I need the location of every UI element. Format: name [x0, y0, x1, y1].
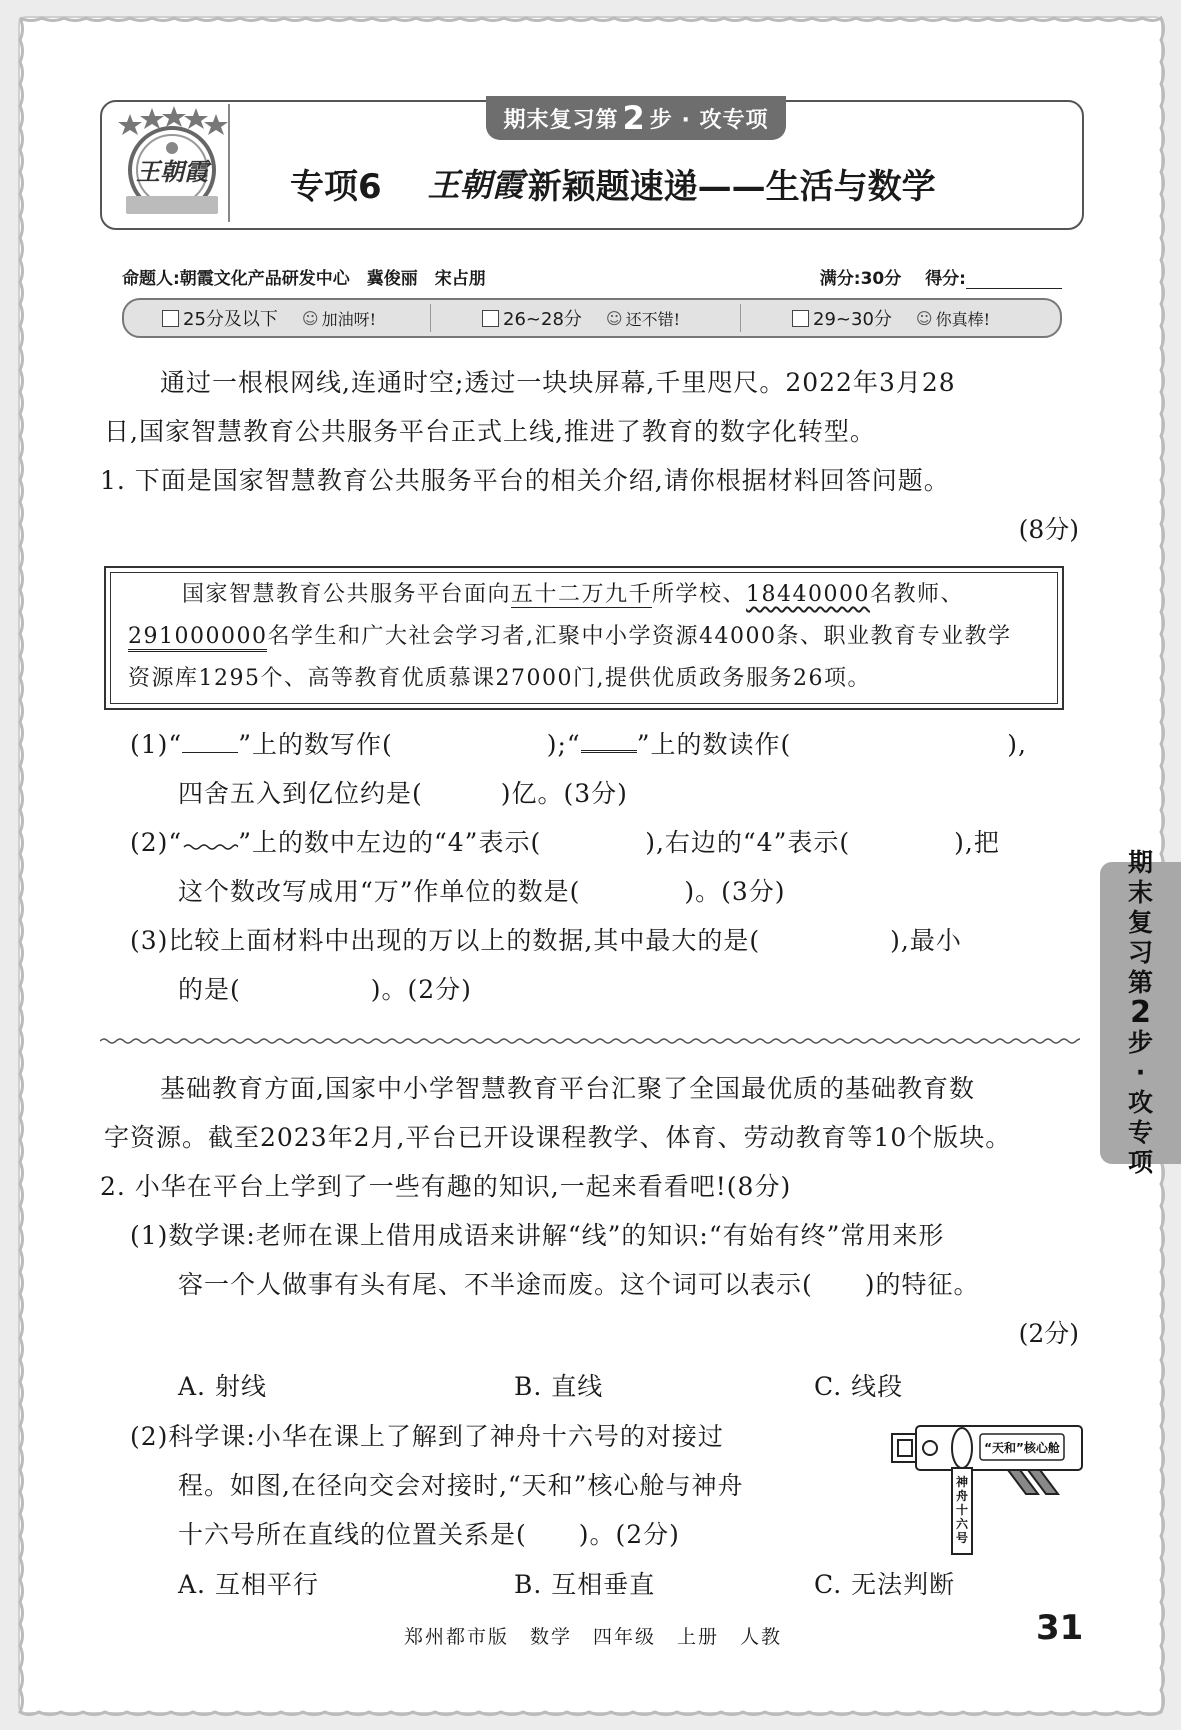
rating-range: 29~30分: [813, 309, 892, 330]
header-tab-step: 2: [622, 99, 646, 137]
intro2-line2: 字资源。截至2023年2月,平台已开设课程教学、体育、劳动教育等10个版块。: [104, 1123, 1012, 1152]
side-tab-char: 攻: [1127, 1088, 1153, 1117]
material-text: 国家智慧教育公共服务平台面向: [182, 582, 512, 607]
material-line2: [128, 616, 1011, 658]
rating-range: 25分及以下: [183, 309, 278, 330]
side-tab-char: 期: [1127, 848, 1153, 877]
wavy-underline-sample: [182, 825, 238, 851]
side-tab-char: 复: [1127, 908, 1153, 937]
logo-text: 王朝霞: [136, 157, 208, 186]
q1-sub1-text: (1)“: [130, 730, 183, 759]
q2-sub1-line2: 容一个人做事有头有尾、不半途而废。这个词可以表示( )的特征。: [178, 1270, 980, 1299]
rating-checkbox[interactable]: [482, 310, 499, 327]
intro1-line2: 日,国家智慧教育公共服务平台正式上线,推进了教育的数字化转型。: [104, 417, 876, 446]
title-number: 专项6: [290, 166, 382, 207]
q1-sub1-text: ”上的数读作(: [636, 730, 792, 759]
rating-item: [792, 305, 990, 331]
material-text: 所学校、: [652, 582, 747, 607]
smile-face-icon: ☺: [605, 308, 623, 328]
q1-sub1-line2: 四舍五入到亿位约是( )亿。(3分): [178, 779, 628, 808]
score-blank[interactable]: [966, 270, 1062, 289]
material-text: 名学生和广大社会学习者,汇聚中小学资源44000条、职业教育专业教学: [267, 624, 1012, 649]
q1-sub2-text: (2)“: [130, 828, 183, 857]
q1-sub2-line1: [130, 818, 1000, 867]
q2-sub2-option-c[interactable]: C. 无法判断: [814, 1570, 956, 1599]
q2-sub1-option-b[interactable]: B. 直线: [514, 1372, 604, 1401]
rating-message: 你真棒!: [935, 309, 991, 329]
q1-stem: 1. 下面是国家智慧教育公共服务平台的相关介绍,请你根据材料回答问题。: [100, 466, 950, 495]
q1-sub3-line2: 的是( )。(2分): [178, 975, 472, 1004]
q2-sub2-option-b[interactable]: B. 互相垂直: [514, 1570, 656, 1599]
rating-checkbox[interactable]: [162, 310, 179, 327]
smile-face-icon: ☺: [301, 308, 319, 328]
side-tab-char: ·: [1135, 1058, 1146, 1087]
rating-message: 加油呀!: [321, 309, 377, 329]
material-underlined-wavy: 18440000: [746, 582, 871, 607]
q2-sub2-option-a[interactable]: A. 互相平行: [178, 1570, 319, 1599]
full-score: 满分:30分: [819, 269, 902, 289]
q2-sub1-score: (2分): [1018, 1319, 1079, 1348]
q1-sub3-line1: (3)比较上面材料中出现的万以上的数据,其中最大的是( ),最小: [130, 926, 962, 955]
intro1-line1: 通过一根根网线,连通时空;透过一块块屏幕,千里咫尺。2022年3月28: [160, 368, 956, 397]
side-tab-char: 项: [1127, 1148, 1153, 1177]
rating-checkbox[interactable]: [792, 310, 809, 327]
side-tab-char: 专: [1127, 1118, 1153, 1147]
q1-sub1-text: ),: [1007, 730, 1027, 759]
title-brand: 王朝霞: [427, 166, 524, 204]
rating-item: [162, 305, 376, 331]
material-box: [104, 566, 1064, 710]
q2-sub1-option-c[interactable]: C. 线段: [814, 1372, 904, 1401]
q1-sub1-text: );“: [546, 730, 581, 759]
brand-logo: [116, 104, 228, 222]
q1-sub2-text: ”上的数中左边的“4”表示( ),右边的“4”表示( ),把: [238, 828, 1000, 857]
footer-text: 郑州都市版 数学 四年级 上册 人教: [404, 1626, 783, 1648]
smile-face-icon: ☺: [915, 308, 933, 328]
rating-range: 26~28分: [503, 309, 582, 330]
diagram-label-shenzhou: 神舟十六号: [955, 1475, 969, 1545]
q2-stem: 2. 小华在平台上学到了一些有趣的知识,一起来看看吧!(8分): [100, 1172, 792, 1201]
header-tab: [486, 96, 786, 140]
q1-sub1-line1: [130, 720, 1027, 769]
rating-bar: [122, 298, 1062, 338]
q2-sub2-line2: 程。如图,在径向交会对接时,“天和”核心舱与神舟: [178, 1471, 744, 1500]
material-line1: [182, 574, 964, 616]
q2-sub1-line1: (1)数学课:老师在课上借用成语来讲解“线”的知识:“有始有终”常用来形: [130, 1221, 945, 1250]
side-tab-char: 末: [1127, 878, 1153, 907]
material-underlined-double: 291000000: [128, 624, 267, 652]
material-text: 名教师、: [870, 582, 965, 607]
header-tab-prefix: 期末复习第: [503, 107, 619, 133]
rating-separator: [740, 304, 741, 332]
side-tab-step: 2: [1130, 995, 1151, 1030]
rating-separator: [430, 304, 431, 332]
straight-underline-sample: [182, 726, 238, 753]
side-tab: [1100, 848, 1181, 1177]
score-label: 得分:: [925, 269, 966, 289]
side-tab-char: 步: [1127, 1028, 1153, 1057]
q1-score: (8分): [1018, 515, 1079, 544]
q1-sub2-line2: 这个数改写成用“万”作单位的数是( )。(3分): [178, 877, 786, 906]
q2-sub2-line1: (2)科学课:小华在课上了解到了神舟十六号的对接过: [130, 1422, 724, 1451]
header-tab-suffix: 步 · 攻专项: [649, 107, 769, 133]
intro2-line1: 基础教育方面,国家中小学智慧教育平台汇聚了全国最优质的基础教育数: [160, 1074, 975, 1103]
score-area: [820, 264, 1062, 289]
side-tab-char: 习: [1127, 938, 1153, 967]
authors: 命题人:朝霞文化产品研发中心 冀俊丽 宋占朋: [122, 269, 486, 289]
page-number: 31: [1036, 1608, 1084, 1648]
material-line3: 资源库1295个、高等教育优质慕课27000门,提供优质政务服务26项。: [128, 666, 871, 691]
page-title: [290, 158, 936, 208]
q2-sub1-option-a[interactable]: A. 射线: [178, 1372, 267, 1401]
material-underlined-straight: 五十二万九千: [511, 582, 653, 607]
double-underline-sample: [581, 724, 637, 753]
rating-item: [482, 305, 680, 331]
q1-sub1-text: ”上的数写作(: [238, 730, 393, 759]
side-tab-char: 第: [1127, 968, 1153, 997]
title-main: 新颖题速递——生活与数学: [527, 166, 936, 207]
diagram-label-tianhe: “天和”核心舱: [984, 1441, 1060, 1455]
q2-sub2-line3: 十六号所在直线的位置关系是( )。(2分): [178, 1520, 680, 1549]
docking-diagram: [888, 1418, 1084, 1558]
logo-divider: [228, 104, 230, 222]
rating-message: 还不错!: [625, 309, 681, 329]
section-divider: [100, 1036, 1080, 1046]
meta-row: [122, 264, 1062, 290]
